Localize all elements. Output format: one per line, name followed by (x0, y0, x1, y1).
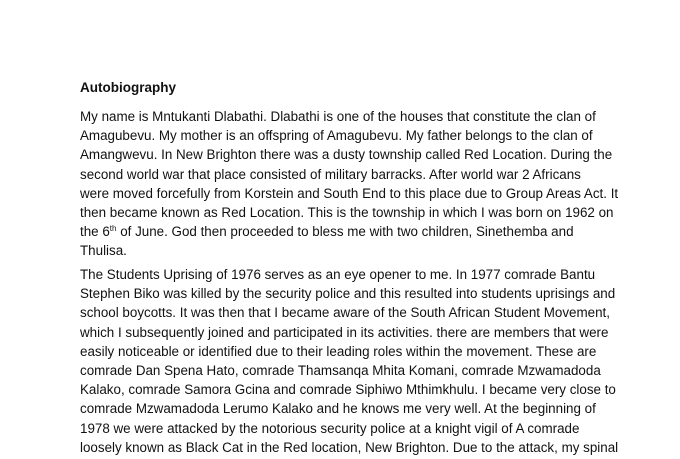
paragraph-line: which I subsequently joined and participated in its activities. there are members that were (80, 324, 609, 340)
line-rest: of June. God then proceeded to bless me with two children, Sinethemba and (116, 224, 574, 240)
paragraph-line: loosely known as Black Cat in the Red location, New Brighton. Due to the attack, my spinal (80, 439, 619, 455)
paragraph-line: Stephen Biko was killed by the security police and this resulted into students uprisings and (80, 286, 616, 302)
paragraph-line: My name is Mntukanti Dlabathi. Dlabathi is one of the houses that constitute the clan of (80, 109, 596, 124)
ordinal-superscript: th (109, 224, 117, 234)
paragraph-line: The Students Uprising of 1976 serves as an eye opener to me. In 1977 comrade Bantu (80, 267, 596, 282)
paragraph-line: Kalako, comrade Samora Gcina and comrade Siphiwo Mthimkhulu. I became very close to (80, 382, 616, 398)
paragraph-line: Amagubevu. My mother is an offspring of Amagubevu. My father belongs to the clan of (80, 128, 593, 144)
paragraph-line: Thulisa. (80, 243, 127, 259)
paragraph-line: comrade Dan Spena Hato, comrade Thamsanqa Mhita Komani, comrade Mzwamadoda (80, 362, 601, 378)
paragraph-2 (80, 265, 620, 457)
paragraph-line: were moved forcefully from Korstein and South End to this place due to Group Areas Act. It (80, 185, 619, 201)
paragraph-line-with-superscript (80, 222, 620, 241)
paragraph-line: easily noticeable or identified due to their leading roles within the movement. These are (80, 343, 597, 359)
paragraph-line: comrade Mzwamadoda Lerumo Kalako and he knows me very well. At the beginning of (80, 401, 596, 417)
line-prefix: the 6 (80, 224, 110, 240)
paragraph-line: then became known as Red Location. This is the township in which I was born on 1962 on (80, 204, 614, 220)
paragraph-line: second world war that place consisted of military barracks. After world war 2 Africans (80, 166, 581, 182)
paragraph-line: Amangwevu. In New Brighton there was a dusty township called Red Location. During the (80, 147, 613, 163)
paragraph-1 (80, 107, 620, 261)
paragraph-line: school boycotts. It was then that I became aware of the South African Student Movement, (80, 305, 610, 321)
document-heading: Autobiography (80, 80, 176, 95)
paragraph-line: 1978 we were attacked by the notorious security police at a knight vigil of A comrade (80, 420, 580, 436)
